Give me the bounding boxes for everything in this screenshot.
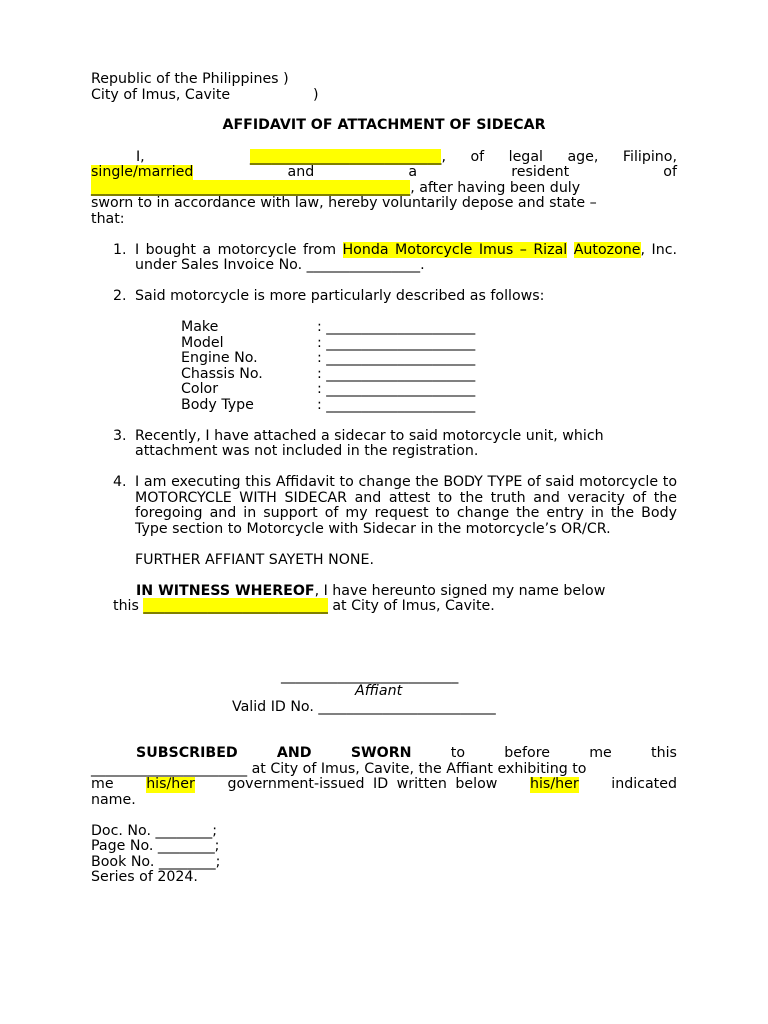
intro-line-4: sworn to in accordance with law, hereby voluntarily depose and state – — [91, 195, 597, 211]
header-line-2 — [91, 88, 677, 104]
list-item-3: 3. Recently, I have attached a sidecar to said motorcycle unit, which attachment was not included in the registration. — [113, 427, 604, 459]
spec-row: Color : _____________________ — [181, 381, 476, 397]
numbered-list — [91, 243, 677, 305]
address-blank: _____________________________________________ — [91, 179, 411, 196]
witness-paragraph: IN WITNESS WHEREOF, I have hereunto signed my name below this __________________________ at City of Imus, Cavite. — [113, 582, 606, 614]
pronoun-1: his/her — [146, 776, 195, 792]
signature-line: _________________________ — [281, 667, 459, 684]
affidavit-page — [91, 72, 677, 886]
further-affiant: FURTHER AFFIANT SAYETH NONE. — [135, 551, 374, 568]
series: Series of 2024. — [91, 869, 198, 885]
name-blank: ___________________________ — [249, 148, 442, 165]
document-title: AFFIDAVIT OF ATTACHMENT OF SIDECAR — [222, 117, 546, 133]
dealer-name: Honda Motorcycle Imus – Rizal — [342, 241, 568, 258]
intro-line-2: single/married and a resident of — [91, 164, 677, 180]
dealer-name-cont: Autozone — [573, 241, 641, 258]
jurat-paragraph: SUBSCRIBED AND SWORN to before me this ______________________ at City of Imus, Cavite, the Affiant exhibiting to me his/her government-issued ID written below his/her indicated name. — [91, 745, 677, 808]
witness-heading: IN WITNESS WHEREOF — [136, 582, 315, 599]
doc-no: Doc. No. ________; — [91, 822, 218, 839]
header-paren: ) — [313, 86, 319, 103]
signature-block — [91, 669, 677, 716]
header-city: City of Imus, Cavite — [91, 86, 231, 103]
spec-row: Body Type : _____________________ — [181, 396, 476, 413]
civil-status: single/married — [91, 164, 194, 180]
book-no: Book No. ________; — [91, 853, 221, 870]
list-item-1: 1. I bought a motorcycle from Honda Motorcycle Imus – Rizal Autozone, Inc. under Sales Invoice No. ________________. — [113, 241, 677, 273]
intro-line-1: I, ___________________________, of legal age, Filipino, — [136, 148, 677, 165]
list-item-4: 4. I am executing this Affidavit to change the BODY TYPE of said motorcycle to MOTORCYCLE WITH SIDECAR and attest to the truth and veracity of the foregoing and in support of my request to change the entry in the Body Type section to Motorcycle with Sidecar in the motorcycle’s OR/CR. — [113, 474, 677, 537]
pronoun-2: his/her — [530, 776, 579, 792]
spec-row: Engine No. : _____________________ — [181, 350, 476, 366]
header-line-1: Republic of the Philippines ) — [91, 71, 289, 87]
spec-row: Model : _____________________ — [181, 334, 476, 351]
spec-row: Chassis No. : _____________________ — [181, 365, 476, 382]
affiant-label: Affiant — [355, 683, 403, 699]
valid-id-line: Valid ID No. _________________________ — [232, 698, 496, 715]
date-blank: __________________________ — [143, 598, 328, 614]
list-item-2: 2. Said motorcycle is more particularly described as follows: — [113, 288, 545, 304]
page-no: Page No. ________; — [91, 838, 220, 854]
intro-line-5: that: — [91, 210, 125, 227]
intro-line-3: _____________________________________________, after having been duly — [91, 179, 581, 196]
numbered-list-cont — [91, 429, 677, 538]
spec-row: Make : _____________________ — [181, 319, 476, 335]
intro-paragraph — [91, 150, 677, 228]
notarial-details — [91, 824, 677, 886]
motorcycle-specs — [181, 320, 677, 413]
